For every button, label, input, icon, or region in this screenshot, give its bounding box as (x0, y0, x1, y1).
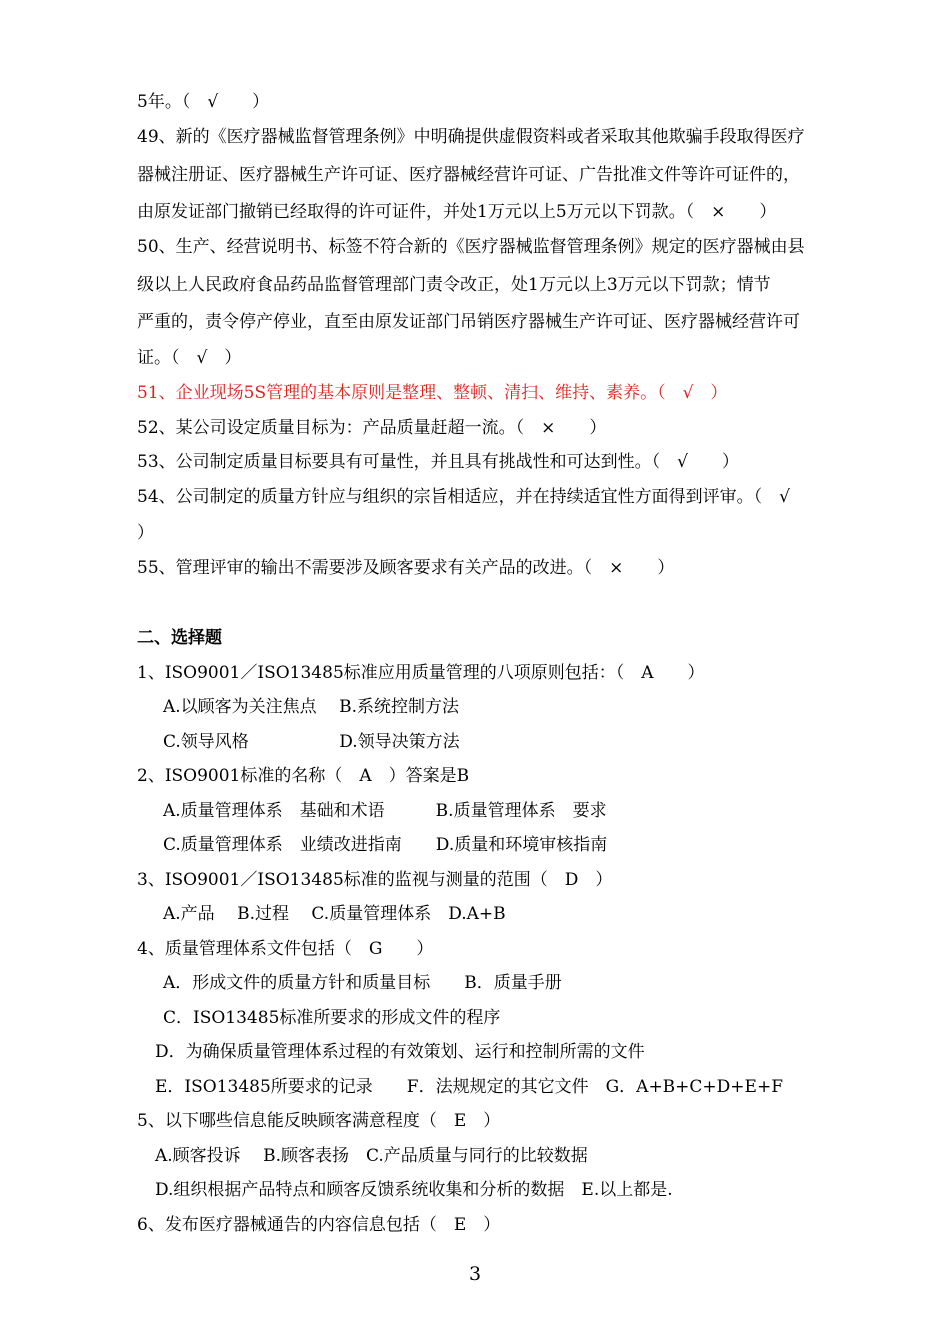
text-line: 53、公司制定质量目标要具有可量性，并且具有挑战性和可达到性。（ √ ） (137, 452, 739, 472)
option-line: D．为确保质量管理体系过程的有效策划、运行和控制所需的文件 (155, 1042, 645, 1062)
text-line: 52、某公司设定质量目标为：产品质量赶超一流。（ × ） (137, 418, 607, 438)
section-heading: 二、选择题 (137, 628, 222, 648)
option-line: A.质量管理体系 基础和术语 B.质量管理体系 要求 (163, 801, 607, 821)
option-line: C.质量管理体系 业绩改进指南 D.质量和环境审核指南 (163, 835, 608, 855)
text-line: 54、公司制定的质量方针应与组织的宗旨相适应，并在持续适宜性方面得到评审。（ √ (137, 487, 790, 507)
question-line: 3、ISO9001／ISO13485标准的监视与测量的范围（ D ） (137, 870, 613, 890)
question-line: 4、质量管理体系文件包括（ G ） (137, 939, 434, 959)
option-line: C．ISO13485标准所要求的形成文件的程序 (163, 1008, 501, 1028)
text-line: 严重的，责令停产停业，直至由原发证部门吊销医疗器械生产许可证、医疗器械经营许可 (137, 312, 800, 332)
option-line: D.组织根据产品特点和顾客反馈系统收集和分析的数据 E.以上都是. (155, 1180, 673, 1200)
text-line: 证。（ √ ） (137, 348, 242, 368)
option-line: A．形成文件的质量方针和质量目标 B．质量手册 (163, 973, 562, 993)
question-line: 6、发布医疗器械通告的内容信息包括（ E ） (137, 1215, 501, 1235)
question-line: 1、ISO9001／ISO13485标准应用质量管理的八项原则包括：（ A ） (137, 663, 705, 683)
highlighted-question: 51、企业现场5S管理的基本原则是整理、整顿、清扫、维持、素养。（ √ ） (137, 383, 728, 403)
text-line: 50、生产、经营说明书、标签不符合新的《医疗器械监督管理条例》规定的医疗器械由县 (137, 237, 805, 257)
option-line: A.顾客投诉 B.顾客表扬 C.产品质量与同行的比较数据 (155, 1146, 588, 1166)
text-line: 级以上人民政府食品药品监督管理部门责令改正，处1万元以上3万元以下罚款；情节 (137, 275, 771, 295)
question-line: 5、以下哪些信息能反映顾客满意程度（ E ） (137, 1111, 501, 1131)
option-line: A.产品 B.过程 C.质量管理体系 D.A+B (163, 904, 506, 924)
option-line: E．ISO13485所要求的记录 F．法规规定的其它文件 G．A+B+C+D+E+F (155, 1077, 783, 1097)
text-line: ） (137, 523, 154, 543)
option-line: A.以顾客为关注焦点 B.系统控制方法 (163, 697, 459, 717)
text-line: 5年。（ √ ） (137, 92, 270, 112)
question-line: 2、ISO9001标准的名称（ A ）答案是B (137, 766, 470, 786)
page-number: 3 (468, 1263, 482, 1285)
text-line: 55、管理评审的输出不需要涉及顾客要求有关产品的改进。（ × ） (137, 558, 675, 578)
option-line: C.领导风格 D.领导决策方法 (163, 732, 460, 752)
text-line: 器械注册证、医疗器械生产许可证、医疗器械经营许可证、广告批准文件等许可证件的， (137, 165, 800, 185)
text-line: 由原发证部门撤销已经取得的许可证件，并处1万元以上5万元以下罚款。（ × ） (137, 202, 777, 222)
text-line: 49、新的《医疗器械监督管理条例》中明确提供虚假资料或者采取其他欺骗手段取得医疗 (137, 127, 805, 147)
